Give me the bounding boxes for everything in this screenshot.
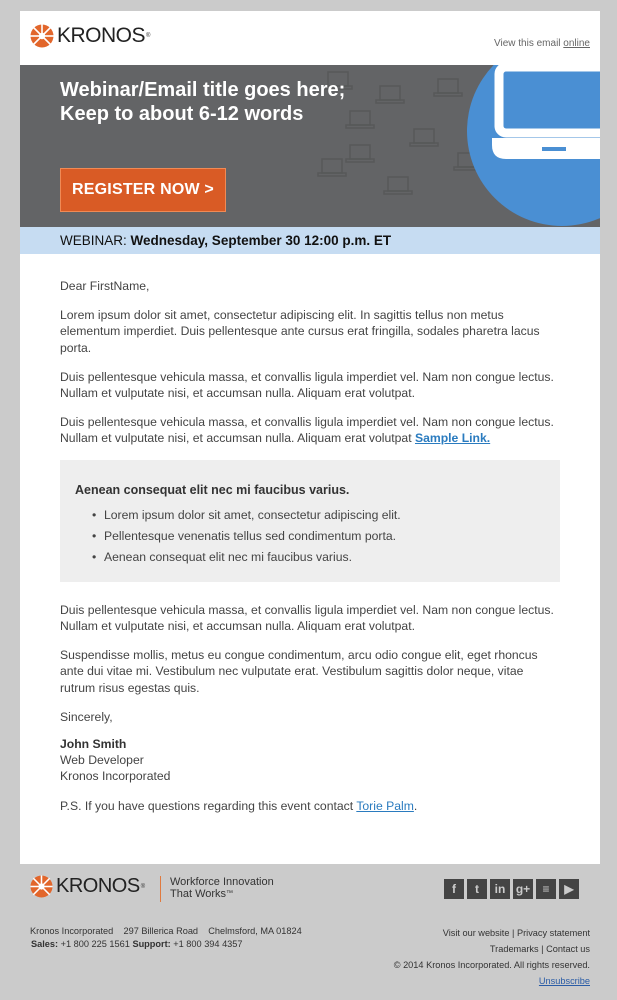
support-phone: +1 800 394 4357 xyxy=(173,939,243,949)
contact-link[interactable]: Torie Palm xyxy=(356,798,414,813)
postscript: P.S. If you have questions regarding this event contact Torie Palm. xyxy=(60,798,418,813)
company-address: Kronos Incorporated 297 Billerica Road Chelmsford, MA 01824 Sales: +1 800 225 1561 Support: +1 800 394 4357 xyxy=(30,926,302,949)
paragraph-2: Duis pellentesque vehicula massa, et convallis ligula imperdiet vel. Nam non congue lectus. Nullam et vulputate nisi, et accumsan nulla. Aliquam erat volutpat. xyxy=(60,369,554,401)
register-now-button[interactable]: REGISTER NOW > xyxy=(60,168,226,212)
webinar-datetime: Wednesday, September 30 12:00 p.m. ET xyxy=(130,233,392,248)
email-body xyxy=(20,254,600,814)
email-header xyxy=(20,11,600,65)
highlight-list xyxy=(75,507,545,565)
brand-tagline: Workforce Innovation That Works™ xyxy=(160,876,274,902)
list-item: • Aenean consequat elit nec mi faucibus varius. xyxy=(104,549,545,565)
kronos-logo[interactable]: KRONOS ® xyxy=(30,24,150,48)
contact-us-link[interactable]: Contact us xyxy=(546,944,590,954)
rss-icon[interactable]: ≡ xyxy=(536,879,556,899)
paragraph-4: Duis pellentesque vehicula massa, et convallis ligula imperdiet vel. Nam non congue lectus. Nullam et vulputate nisi, et accumsan nulla. Aliquam erat volutpat. xyxy=(60,602,554,634)
list-item: • Lorem ipsum dolor sit amet, consectetur adipiscing elit. xyxy=(104,507,545,523)
webinar-date-bar xyxy=(20,227,600,254)
logo-wordmark: KRONOS xyxy=(57,24,146,47)
privacy-statement-link[interactable]: Privacy statement xyxy=(516,928,590,938)
kronos-sunburst-icon xyxy=(30,24,54,48)
signer-title: Web Developer xyxy=(60,753,144,768)
hero-banner xyxy=(20,65,600,227)
email-card xyxy=(20,11,600,864)
view-online-link[interactable]: online xyxy=(563,38,590,49)
twitter-icon[interactable]: t xyxy=(467,879,487,899)
paragraph-5: Suspendisse mollis, metus eu congue condimentum, arcu odio congue elit, eget rhoncus ante dui vitae mi. Vestibulum nec vulputate erat. Vestibulum sagittis dolor neque, vitae rutrum risus egestas quis. xyxy=(60,648,538,695)
webinar-label: WEBINAR: xyxy=(60,233,127,248)
street-address: 297 Billerica Road xyxy=(123,926,199,936)
view-online-label: View this email xyxy=(494,38,561,49)
footer-kronos-logo[interactable]: KRONOS ® xyxy=(30,875,145,898)
sales-phone: +1 800 225 1561 xyxy=(60,939,130,949)
paragraph-3 xyxy=(60,414,560,446)
paragraph-3-text: Duis pellentesque vehicula massa, et convallis ligula imperdiet vel. Nam non congue lectus. Nullam et vulputate nisi, et accumsan nulla. Aliquam erat volutpat xyxy=(60,415,554,446)
footer-logo-wordmark: KRONOS xyxy=(56,875,140,897)
signature xyxy=(60,736,560,785)
ps-text: P.S. If you have questions regarding this event contact xyxy=(60,798,354,813)
webinar-title: Webinar/Email title goes here; Keep to about 6-12 words xyxy=(60,79,346,125)
linkedin-icon[interactable]: in xyxy=(490,879,510,899)
facebook-icon[interactable]: f xyxy=(444,879,464,899)
highlight-heading: Aenean consequat elit nec mi faucibus varius. xyxy=(75,482,350,497)
footer-links: Visit our website | Privacy statement Trademarks | Contact us © 2014 Kronos Incorporated. All rights reserved. Unsubscribe xyxy=(393,928,590,986)
signer-name: John Smith xyxy=(60,737,127,752)
highlight-box xyxy=(60,460,560,582)
copyright: © 2014 Kronos Incorporated. All rights reserved. xyxy=(393,960,590,970)
unsubscribe-link[interactable]: Unsubscribe xyxy=(538,976,590,986)
view-online-line xyxy=(494,38,590,49)
sample-link[interactable]: Sample Link. xyxy=(414,431,491,446)
youtube-icon[interactable]: ▶ xyxy=(559,879,579,899)
signer-company: Kronos Incorporated xyxy=(60,769,171,784)
trademarks-link[interactable]: Trademarks xyxy=(489,944,539,954)
kronos-sunburst-icon xyxy=(30,875,53,898)
company-name: Kronos Incorporated xyxy=(30,926,114,936)
greeting: Dear FirstName, xyxy=(60,279,150,293)
city-address: Chelmsford, MA 01824 xyxy=(208,926,302,936)
paragraph-1: Lorem ipsum dolor sit amet, consectetur adipiscing elit. In sagittis tellus non metus elementum imperdiet. Duis pellentesque ante cursus erat fringilla, sodales pharetra lacus porta. xyxy=(60,308,540,355)
social-icons xyxy=(444,879,579,899)
list-item: • Pellentesque venenatis tellus sed condimentum porta. xyxy=(104,528,545,544)
googleplus-icon[interactable]: g+ xyxy=(513,879,533,899)
closing: Sincerely, xyxy=(60,709,113,724)
visit-website-link[interactable]: Visit our website xyxy=(442,928,510,938)
